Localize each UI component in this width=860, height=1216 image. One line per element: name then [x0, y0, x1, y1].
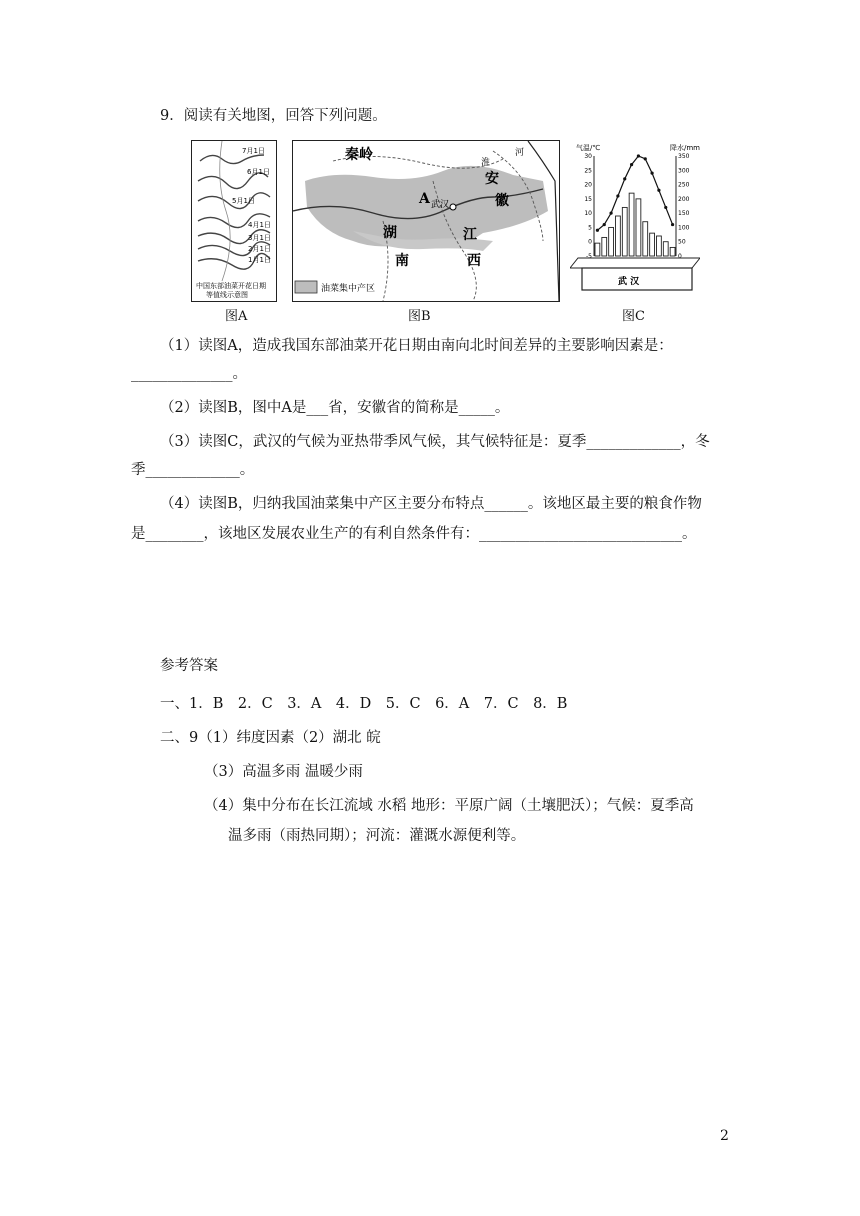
precip-tick-label: 350 [678, 153, 690, 160]
question-1-line2: ______________。 [131, 366, 247, 382]
temperature-point [609, 212, 612, 215]
temperature-point [657, 189, 660, 192]
precip-bar [670, 247, 675, 256]
date-label: 1月1日 [248, 256, 271, 264]
precip-bar [595, 243, 600, 256]
temp-tick-label: -5 [586, 253, 592, 260]
label-qinling: 秦岭 [345, 147, 373, 163]
precip-bar [636, 199, 641, 256]
temperature-point [644, 157, 647, 160]
precip-bar [616, 216, 621, 256]
temp-tick-label: 30 [584, 153, 592, 160]
temperature-point [623, 177, 626, 180]
precip-tick-label: 150 [678, 210, 690, 218]
temp-tick-label: 5 [588, 224, 592, 232]
label-hui: 徽 [495, 193, 509, 209]
precip-bar [629, 193, 634, 256]
climate-chart-svg [570, 140, 700, 300]
answers-part2-b: （3）高温多雨 温暖少雨 [204, 764, 363, 780]
temperature-point [671, 223, 674, 226]
answers-part1: 一、1．B 2．C 3．A 4．D 5．C 6．A 7．C 8．B [160, 696, 568, 712]
temperature-point [616, 194, 619, 197]
temp-tick-label: 10 [584, 210, 592, 218]
figure-a-isoline-map [192, 141, 276, 301]
question-4-line1: （4）读图B，归纳我国油菜集中产区主要分布特点______。该地区最主要的粮食作物 [160, 496, 702, 512]
legend-swatch [295, 281, 317, 293]
question-4-line2: 是________，该地区发展农业生产的有利自然条件有：____________________________。 [131, 526, 697, 542]
precip-tick-label: 300 [678, 167, 690, 175]
figure-c-caption: 图C [622, 309, 645, 324]
precip-tick-label: 0 [678, 253, 682, 260]
temperature-point [637, 154, 640, 157]
label-jiang: 江 [463, 227, 477, 243]
label-nan: 南 [395, 253, 409, 269]
label-hu: 湖 [383, 225, 397, 241]
figure-a-map [191, 140, 277, 302]
temp-tick-label: 0 [588, 238, 592, 246]
precip-bar [609, 227, 614, 256]
temperature-point [603, 223, 606, 226]
temp-tick-label: 20 [584, 181, 592, 189]
date-label: 7月1日 [242, 147, 265, 155]
date-label: 4月1日 [248, 221, 271, 229]
label-huai: 淮 [481, 158, 491, 168]
question-title: 9．阅读有关地图，回答下列问题。 [160, 108, 387, 124]
temp-tick-label: 15 [584, 195, 592, 203]
date-label: 3月1日 [248, 234, 271, 242]
page-number: 2 [720, 1128, 729, 1144]
figure-b-region-map [293, 141, 559, 301]
city-label: 武 汉 [618, 277, 640, 287]
temperature-point [630, 163, 633, 166]
temperature-point [664, 206, 667, 209]
figure-a-caption: 图A [225, 309, 248, 324]
precip-bar [663, 242, 668, 256]
answers-part2-c-line2: 温多雨（雨热同期）；河流：灌溉水源便利等。 [228, 828, 526, 844]
question-3-line2: 季_____________。 [131, 462, 255, 478]
label-a: A [419, 191, 430, 207]
precip-bar [657, 236, 662, 256]
precip-tick-label: 100 [678, 224, 690, 232]
temperature-point [596, 229, 599, 232]
temp-tick-label: 25 [584, 167, 592, 175]
precip-tick-label: 50 [678, 238, 686, 246]
precip-tick-label: 200 [678, 195, 690, 203]
precip-bar [643, 222, 648, 256]
date-label: 2月1日 [248, 245, 271, 253]
figure-b-map [292, 140, 560, 302]
precip-bar [622, 207, 627, 256]
label-xi: 西 [467, 253, 481, 269]
temp-axis-title: 气温/℃ [576, 144, 601, 152]
figure-c-climate-chart [570, 140, 700, 300]
temperature-point [650, 172, 653, 175]
answers-part2-c-line1: （4）集中分布在长江流域 水稻 地形：平原广阔（土壤肥沃）；气候：夏季高 [204, 798, 694, 814]
figure-a-legend: 中国东部油菜开花日期 [196, 282, 266, 290]
figure-b-legend: 油菜集中产区 [321, 284, 376, 294]
question-1-line1: （1）读图A，造成我国东部油菜开花日期由南向北时间差异的主要影响因素是： [160, 338, 673, 354]
date-label: 5月1日 [232, 197, 255, 205]
precip-bar [602, 237, 607, 256]
figure-a-legend: 等值线示意图 [206, 291, 248, 299]
question-3-line1: （3）读图C，武汉的气候为亚热带季风气候，其气候特征是：夏季_____________，冬 [160, 434, 710, 450]
precip-bar [650, 233, 655, 256]
label-an: 安 [485, 171, 499, 187]
label-he: 河 [515, 148, 525, 158]
precip-axis-title: 降水/mm [670, 144, 700, 152]
question-2: （2）读图B，图中A是___省，安徽省的简称是_____。 [160, 400, 510, 416]
figure-b-caption: 图B [408, 309, 431, 324]
answers-part2-a: 二、9（1）纬度因素（2）湖北 皖 [160, 730, 381, 746]
temperature-line [597, 156, 672, 230]
label-wuhan: 武汉 [431, 200, 450, 210]
date-label: 6月1日 [247, 168, 270, 176]
precip-tick-label: 250 [678, 181, 690, 189]
answers-heading: 参考答案 [160, 658, 218, 674]
